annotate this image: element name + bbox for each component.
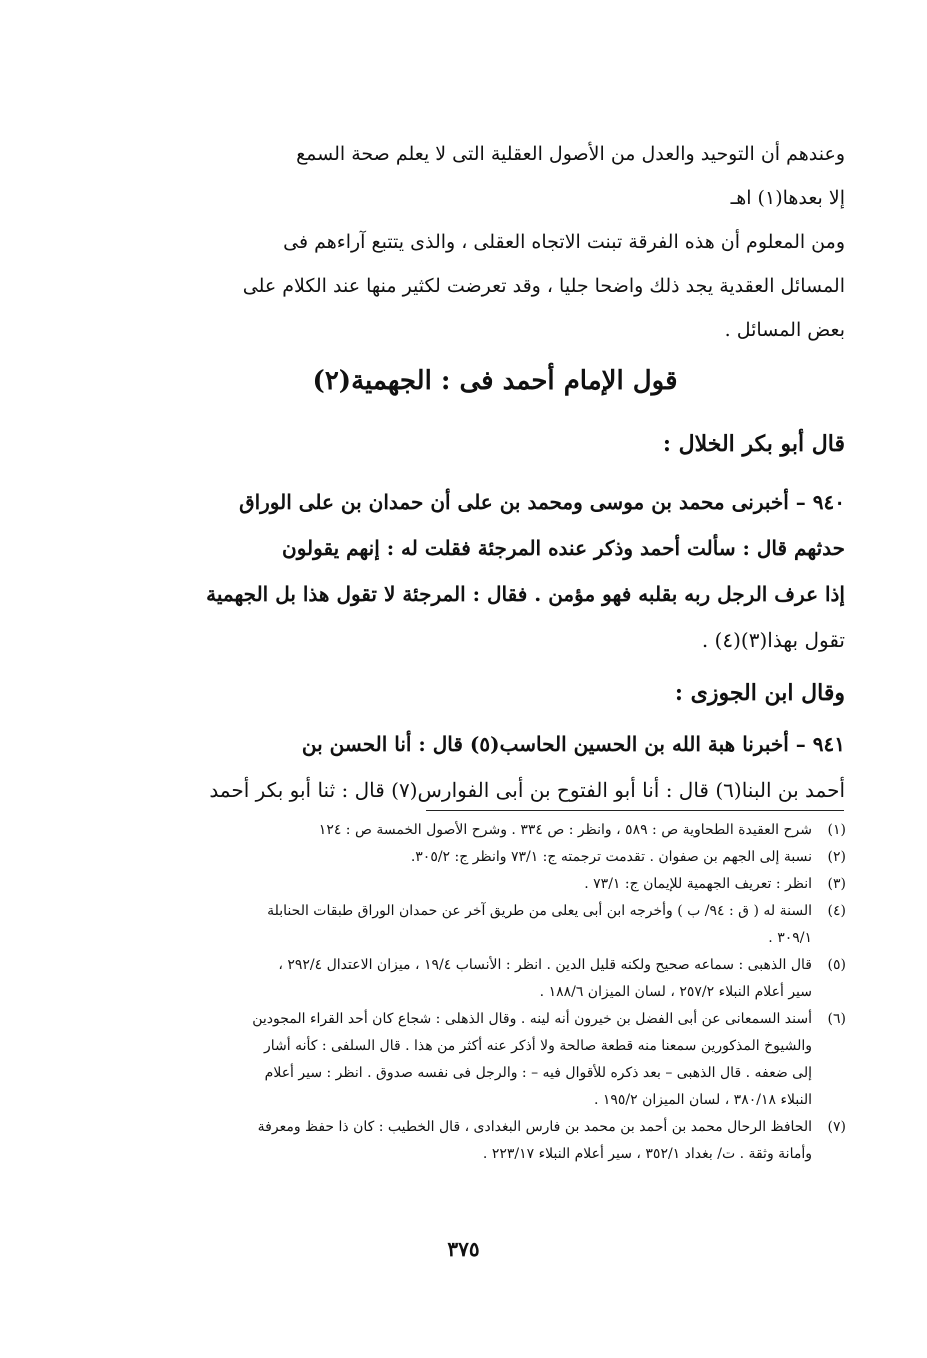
footnote-number: (٤) xyxy=(827,903,846,919)
intro-line: بعض المسائل . xyxy=(724,319,845,341)
footnote-line: وأمانة وثقة . ت/ بغداد ٣٥٢/١ ، سير أعلام النبلاء ٢٢٣/١٧ . xyxy=(482,1146,812,1162)
footnote-line: نسبة إلى الجهم بن صفوان . تقدمت ترجمته ج: ٧٣/١ وانظر ج: ٣٠٥/٢. xyxy=(410,849,812,865)
narration-941 xyxy=(145,721,845,813)
footnote-number: (٦) xyxy=(827,1011,846,1027)
narration-line: تقول بهذا(٣)(٤) . xyxy=(701,628,845,652)
intro-paragraph xyxy=(145,132,845,352)
narration-line: حدثهم قال : سألت أحمد وذكر عنده المرجئة فقلت له : إنهم يقولون xyxy=(282,536,845,560)
narration-line: ٩٤٠ – أخبرنى محمد بن موسى ومحمد بن على أن حمدان بن على الوراق xyxy=(239,490,845,514)
footnote-number: (٢) xyxy=(827,849,846,865)
footnote xyxy=(148,952,846,1006)
footnote-separator xyxy=(426,810,844,811)
footnote-line: سير أعلام النبلاء ٢٥٧/٢ ، لسان الميزان ١٨٨/٦ . xyxy=(539,984,812,1000)
footnote-line: قال الذهبى : سماعه صحيح ولكنه قليل الدين . انظر : الأنساب ١٩/٤ ، ميزان الاعتدال ٢٩٢/٤ ، xyxy=(278,957,812,973)
footnote xyxy=(148,898,846,952)
intro-line: وعندهم أن التوحيد والعدل من الأصول العقلية التى لا يعلم صحة السمع xyxy=(296,143,845,165)
footnote-line: انظر : تعريف الجهمية للإيمان ج: ٧٣/١ . xyxy=(584,876,812,892)
subheading-ibn-jawzi: وقال ابن الجوزى : xyxy=(674,680,845,706)
footnote-line: النبلاء ٣٨٠/١٨ ، لسان الميزان ١٩٥/٢ . xyxy=(593,1092,812,1108)
intro-line: ومن المعلوم أن هذه الفرقة تبنت الاتجاه العقلى ، والذى يتتبع آراءهم فى xyxy=(283,231,845,253)
footnote-line: شرح العقيدة الطحاوية ص : ٥٨٩ ، وانظر : ص ٣٣٤ . وشرح الأصول الخمسة ص : ١٢٤ xyxy=(318,822,812,838)
footnotes xyxy=(148,817,846,1168)
footnote-number: (١) xyxy=(827,822,846,838)
intro-line: إلا بعدها(١) اهـ xyxy=(730,187,845,209)
subheading-khallal: قال أبو بكر الخلال : xyxy=(662,431,845,457)
footnote-line: إلى ضعفه . قال الذهبى – بعد ذكره للأقوال فيه – : والرجل فى نفسه صدوق . انظر : سير أعلام xyxy=(264,1065,812,1081)
section-heading: قول الإمام أحمد فى : الجهمية(٢) xyxy=(312,366,678,396)
footnote xyxy=(148,844,846,871)
footnote xyxy=(148,1114,846,1168)
narration-line: إذا عرف الرجل ربه بقلبه فهو مؤمن . فقال : المرجئة لا تقول هذا بل الجهمية xyxy=(206,582,845,606)
narration-line: أحمد بن البنا(٦) قال : أنا أبو الفتوح بن أبى الفوارس(٧) قال : ثنا أبو بكر أحمد xyxy=(209,778,845,802)
intro-line: المسائل العقدية يجد ذلك واضحا جليا ، وقد تعرضت لكثير منها عند الكلام على xyxy=(242,275,845,297)
footnote-line: ٣٠٩/١ . xyxy=(768,930,812,946)
footnote-line: الحافظ الرحال محمد بن أحمد بن محمد بن فارس البغدادى ، قال الخطيب : كان ذا حفظ ومعرفة xyxy=(257,1119,812,1135)
footnote-number: (٣) xyxy=(827,876,846,892)
footnote-number: (٥) xyxy=(827,957,846,973)
footnote xyxy=(148,817,846,844)
footnote-line: والشيوخ المذكورين سمعنا منه قطعة صالحة ولا أذكر عنه أكثر من هذا . قال السلفى : كأنه أشار xyxy=(264,1038,812,1054)
footnote xyxy=(148,1006,846,1114)
footnote xyxy=(148,871,846,898)
page-number: ٣٧٥ xyxy=(447,1237,480,1261)
footnote-number: (٧) xyxy=(827,1119,846,1135)
narration-line: ٩٤١ – أخبرنا هبة الله بن الحسين الحاسب(٥) قال : أنا الحسن بن xyxy=(301,732,845,756)
narration-940 xyxy=(145,479,845,663)
footnote-line: السنة له ( ق : ٩٤/ ب ) وأخرجه ابن أبى يعلى من طريق آخر عن حمدان الوراق طبقات الحنابلة xyxy=(267,903,812,919)
footnote-line: أسند السمعانى عن أبى الفضل بن خيرون أنه لينه . وقال الذهلى : شجاع كان أحد القراء المجودين xyxy=(252,1011,812,1027)
